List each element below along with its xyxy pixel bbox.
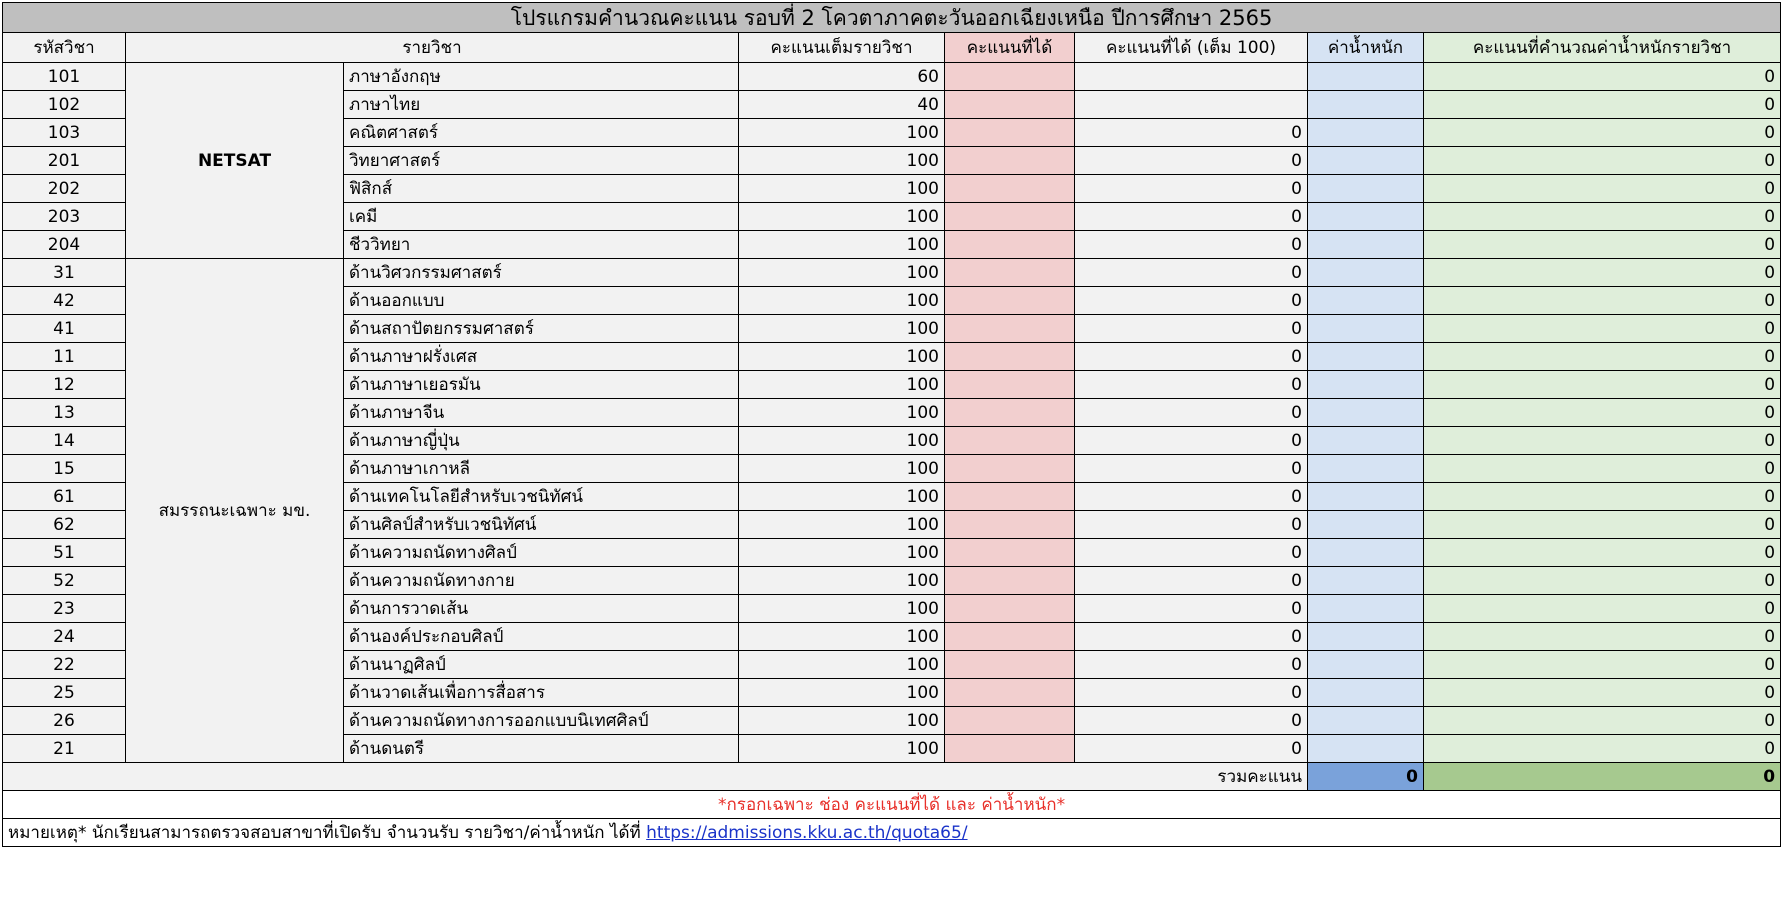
full-score-cell: 100 (739, 399, 945, 427)
score-calculator-sheet (2, 2, 1781, 847)
subject-name-cell: ชีววิทยา (344, 231, 739, 259)
subject-name-cell: ภาษาอังกฤษ (344, 63, 739, 91)
subject-name-cell: ด้านศิลป์สำหรับเวชนิทัศน์ (344, 511, 739, 539)
full-score-cell: 100 (739, 595, 945, 623)
total-weight-cell: 0 (1308, 763, 1424, 791)
full-score-cell: 100 (739, 707, 945, 735)
weight-input-cell[interactable] (1308, 707, 1424, 735)
full-score-cell: 100 (739, 371, 945, 399)
score-100-cell: 0 (1075, 679, 1308, 707)
score-input-cell[interactable] (945, 259, 1075, 287)
score-input-cell[interactable] (945, 567, 1075, 595)
total-label: รวมคะแนน (3, 763, 1308, 791)
score-100-cell: 0 (1075, 623, 1308, 651)
subject-code-cell: 61 (3, 483, 126, 511)
score-100-cell: 0 (1075, 483, 1308, 511)
full-score-cell: 60 (739, 63, 945, 91)
subject-code-cell: 42 (3, 287, 126, 315)
score-100-cell: 0 (1075, 595, 1308, 623)
full-score-cell: 100 (739, 147, 945, 175)
table-row (3, 63, 1781, 91)
full-score-cell: 100 (739, 679, 945, 707)
subject-name-cell: ด้านเทคโนโลยีสำหรับเวชนิทัศน์ (344, 483, 739, 511)
score-100-cell: 0 (1075, 343, 1308, 371)
score-100-cell: 0 (1075, 427, 1308, 455)
subject-code-cell: 25 (3, 679, 126, 707)
weight-input-cell[interactable] (1308, 231, 1424, 259)
weighted-score-cell: 0 (1424, 175, 1781, 203)
full-score-cell: 100 (739, 343, 945, 371)
full-score-cell: 100 (739, 119, 945, 147)
weighted-score-cell: 0 (1424, 287, 1781, 315)
score-input-cell[interactable] (945, 623, 1075, 651)
subject-code-cell: 31 (3, 259, 126, 287)
score-100-cell: 0 (1075, 315, 1308, 343)
full-score-cell: 100 (739, 455, 945, 483)
score-input-cell[interactable] (945, 483, 1075, 511)
weight-input-cell[interactable] (1308, 315, 1424, 343)
subject-code-cell: 102 (3, 91, 126, 119)
score-input-cell[interactable] (945, 595, 1075, 623)
score-100-cell: 0 (1075, 203, 1308, 231)
full-score-cell: 100 (739, 567, 945, 595)
weighted-score-cell: 0 (1424, 483, 1781, 511)
header-row (3, 33, 1781, 63)
subject-name-cell: ด้านภาษาจีน (344, 399, 739, 427)
score-input-cell[interactable] (945, 91, 1075, 119)
weighted-score-cell: 0 (1424, 427, 1781, 455)
score-input-cell[interactable] (945, 203, 1075, 231)
score-100-cell: 0 (1075, 735, 1308, 763)
subject-code-cell: 11 (3, 343, 126, 371)
score-input-cell[interactable] (945, 371, 1075, 399)
header-weight: ค่าน้ำหนัก (1308, 33, 1424, 63)
weight-input-cell[interactable] (1308, 287, 1424, 315)
score-input-cell[interactable] (945, 399, 1075, 427)
subject-code-cell: 51 (3, 539, 126, 567)
weighted-score-cell: 0 (1424, 595, 1781, 623)
subject-code-cell: 52 (3, 567, 126, 595)
full-score-cell: 100 (739, 231, 945, 259)
subject-code-cell: 22 (3, 651, 126, 679)
subject-name-cell: ด้านภาษาเยอรมัน (344, 371, 739, 399)
weighted-score-cell: 0 (1424, 539, 1781, 567)
full-score-cell: 100 (739, 735, 945, 763)
subject-code-cell: 21 (3, 735, 126, 763)
subject-name-cell: ด้านภาษาญี่ปุ่น (344, 427, 739, 455)
remark-cell (3, 819, 1781, 847)
weighted-score-cell: 0 (1424, 651, 1781, 679)
full-score-cell: 100 (739, 315, 945, 343)
weighted-score-cell: 0 (1424, 231, 1781, 259)
subject-name-cell: ด้านความถนัดทางกาย (344, 567, 739, 595)
weighted-score-cell: 0 (1424, 147, 1781, 175)
score-100-cell: 0 (1075, 119, 1308, 147)
score-100-cell: 0 (1075, 539, 1308, 567)
header-full-score: คะแนนเต็มรายวิชา (739, 33, 945, 63)
subject-name-cell: วิทยาศาสตร์ (344, 147, 739, 175)
score-100-cell: 0 (1075, 567, 1308, 595)
weighted-score-cell: 0 (1424, 455, 1781, 483)
group-label-cell: สมรรถนะเฉพาะ มข. (126, 259, 344, 763)
group-label-cell: NETSAT (126, 63, 344, 259)
full-score-cell: 100 (739, 623, 945, 651)
subject-code-cell: 101 (3, 63, 126, 91)
subject-name-cell: ด้านภาษาเกาหลี (344, 455, 739, 483)
weight-input-cell[interactable] (1308, 679, 1424, 707)
score-input-cell[interactable] (945, 455, 1075, 483)
full-score-cell: 100 (739, 175, 945, 203)
score-100-cell (1075, 91, 1308, 119)
weighted-score-cell: 0 (1424, 259, 1781, 287)
weight-input-cell[interactable] (1308, 399, 1424, 427)
subject-code-cell: 12 (3, 371, 126, 399)
score-100-cell: 0 (1075, 707, 1308, 735)
subject-name-cell: ด้านองค์ประกอบศิลป์ (344, 623, 739, 651)
sheet-title: โปรแกรมคำนวณคะแนน รอบที่ 2 โควตาภาคตะวันออกเฉียงเหนือ ปีการศึกษา 2565 (3, 3, 1781, 33)
subject-name-cell: ฟิสิกส์ (344, 175, 739, 203)
subject-name-cell: ด้านความถนัดทางศิลป์ (344, 539, 739, 567)
subject-name-cell: ด้านการวาดเส้น (344, 595, 739, 623)
score-100-cell: 0 (1075, 175, 1308, 203)
score-input-cell[interactable] (945, 679, 1075, 707)
subject-name-cell: ด้านดนตรี (344, 735, 739, 763)
score-100-cell: 0 (1075, 399, 1308, 427)
weight-input-cell[interactable] (1308, 147, 1424, 175)
instruction-text: *กรอกเฉพาะ ช่อง คะแนนที่ได้ และ ค่าน้ำหนัก* (3, 791, 1781, 819)
score-100-cell: 0 (1075, 231, 1308, 259)
subject-code-cell: 13 (3, 399, 126, 427)
weighted-score-cell: 0 (1424, 511, 1781, 539)
subject-name-cell: ด้านความถนัดทางการออกแบบนิเทศศิลป์ (344, 707, 739, 735)
subject-code-cell: 203 (3, 203, 126, 231)
score-input-cell[interactable] (945, 147, 1075, 175)
weight-input-cell[interactable] (1308, 63, 1424, 91)
subject-code-cell: 204 (3, 231, 126, 259)
subject-name-cell: ด้านวาดเส้นเพื่อการสื่อสาร (344, 679, 739, 707)
weight-input-cell[interactable] (1308, 119, 1424, 147)
score-100-cell: 0 (1075, 511, 1308, 539)
score-input-cell[interactable] (945, 343, 1075, 371)
full-score-cell: 100 (739, 427, 945, 455)
remark-text: หมายเหตุ* นักเรียนสามารถตรวจสอบสาขาที่เปิดรับ จำนวนรับ รายวิชา/ค่าน้ำหนัก ได้ที่ (8, 822, 647, 843)
table-row (3, 259, 1781, 287)
subject-code-cell: 202 (3, 175, 126, 203)
total-row (3, 763, 1781, 791)
weight-input-cell[interactable] (1308, 623, 1424, 651)
header-score-100: คะแนนที่ได้ (เต็ม 100) (1075, 33, 1308, 63)
weight-input-cell[interactable] (1308, 175, 1424, 203)
score-input-cell[interactable] (945, 231, 1075, 259)
score-input-cell[interactable] (945, 511, 1075, 539)
instruction-row (3, 791, 1781, 819)
score-input-cell[interactable] (945, 539, 1075, 567)
weight-input-cell[interactable] (1308, 651, 1424, 679)
subject-name-cell: ด้านนาฏศิลป์ (344, 651, 739, 679)
score-100-cell: 0 (1075, 147, 1308, 175)
subject-code-cell: 23 (3, 595, 126, 623)
score-100-cell: 0 (1075, 287, 1308, 315)
subject-code-cell: 62 (3, 511, 126, 539)
weight-input-cell[interactable] (1308, 203, 1424, 231)
weight-input-cell[interactable] (1308, 735, 1424, 763)
score-100-cell: 0 (1075, 371, 1308, 399)
total-weighted-score-cell: 0 (1424, 763, 1781, 791)
score-input-cell[interactable] (945, 175, 1075, 203)
weighted-score-cell: 0 (1424, 203, 1781, 231)
weighted-score-cell: 0 (1424, 679, 1781, 707)
score-input-cell[interactable] (945, 707, 1075, 735)
subject-name-cell: ภาษาไทย (344, 91, 739, 119)
weight-input-cell[interactable] (1308, 343, 1424, 371)
full-score-cell: 100 (739, 287, 945, 315)
score-100-cell: 0 (1075, 259, 1308, 287)
subject-name-cell: คณิตศาสตร์ (344, 119, 739, 147)
weight-input-cell[interactable] (1308, 91, 1424, 119)
score-input-cell[interactable] (945, 315, 1075, 343)
header-subject: รายวิชา (126, 33, 739, 63)
subject-code-cell: 24 (3, 623, 126, 651)
weighted-score-cell: 0 (1424, 315, 1781, 343)
weighted-score-cell: 0 (1424, 371, 1781, 399)
weight-input-cell[interactable] (1308, 371, 1424, 399)
quota-link[interactable]: https://admissions.kku.ac.th/quota65/ (646, 822, 968, 843)
weighted-score-cell: 0 (1424, 735, 1781, 763)
weighted-score-cell: 0 (1424, 343, 1781, 371)
score-100-cell: 0 (1075, 651, 1308, 679)
weight-input-cell[interactable] (1308, 595, 1424, 623)
weighted-score-cell: 0 (1424, 91, 1781, 119)
subject-code-cell: 14 (3, 427, 126, 455)
full-score-cell: 100 (739, 259, 945, 287)
full-score-cell: 100 (739, 651, 945, 679)
subject-name-cell: เคมี (344, 203, 739, 231)
subject-code-cell: 15 (3, 455, 126, 483)
score-input-cell[interactable] (945, 63, 1075, 91)
weighted-score-cell: 0 (1424, 63, 1781, 91)
remark-row (3, 819, 1781, 847)
subject-name-cell: ด้านวิศวกรรมศาสตร์ (344, 259, 739, 287)
full-score-cell: 40 (739, 91, 945, 119)
subject-code-cell: 201 (3, 147, 126, 175)
full-score-cell: 100 (739, 539, 945, 567)
score-input-cell[interactable] (945, 119, 1075, 147)
weight-input-cell[interactable] (1308, 539, 1424, 567)
subject-code-cell: 26 (3, 707, 126, 735)
score-input-cell[interactable] (945, 651, 1075, 679)
weighted-score-cell: 0 (1424, 707, 1781, 735)
full-score-cell: 100 (739, 511, 945, 539)
subject-name-cell: ด้านสถาปัตยกรรมศาสตร์ (344, 315, 739, 343)
subject-code-cell: 41 (3, 315, 126, 343)
subject-name-cell: ด้านภาษาฝรั่งเศส (344, 343, 739, 371)
score-input-cell[interactable] (945, 287, 1075, 315)
score-input-cell[interactable] (945, 735, 1075, 763)
weight-input-cell[interactable] (1308, 455, 1424, 483)
weight-input-cell[interactable] (1308, 511, 1424, 539)
header-code: รหัสวิชา (3, 33, 126, 63)
weight-input-cell[interactable] (1308, 259, 1424, 287)
weight-input-cell[interactable] (1308, 483, 1424, 511)
score-input-cell[interactable] (945, 427, 1075, 455)
subject-name-cell: ด้านออกแบบ (344, 287, 739, 315)
header-weighted-score: คะแนนที่คำนวณค่าน้ำหนักรายวิชา (1424, 33, 1781, 63)
subject-code-cell: 103 (3, 119, 126, 147)
score-100-cell: 0 (1075, 455, 1308, 483)
full-score-cell: 100 (739, 483, 945, 511)
weight-input-cell[interactable] (1308, 567, 1424, 595)
weighted-score-cell: 0 (1424, 119, 1781, 147)
score-100-cell (1075, 63, 1308, 91)
header-score: คะแนนที่ได้ (945, 33, 1075, 63)
full-score-cell: 100 (739, 203, 945, 231)
weighted-score-cell: 0 (1424, 623, 1781, 651)
weighted-score-cell: 0 (1424, 567, 1781, 595)
weight-input-cell[interactable] (1308, 427, 1424, 455)
weighted-score-cell: 0 (1424, 399, 1781, 427)
